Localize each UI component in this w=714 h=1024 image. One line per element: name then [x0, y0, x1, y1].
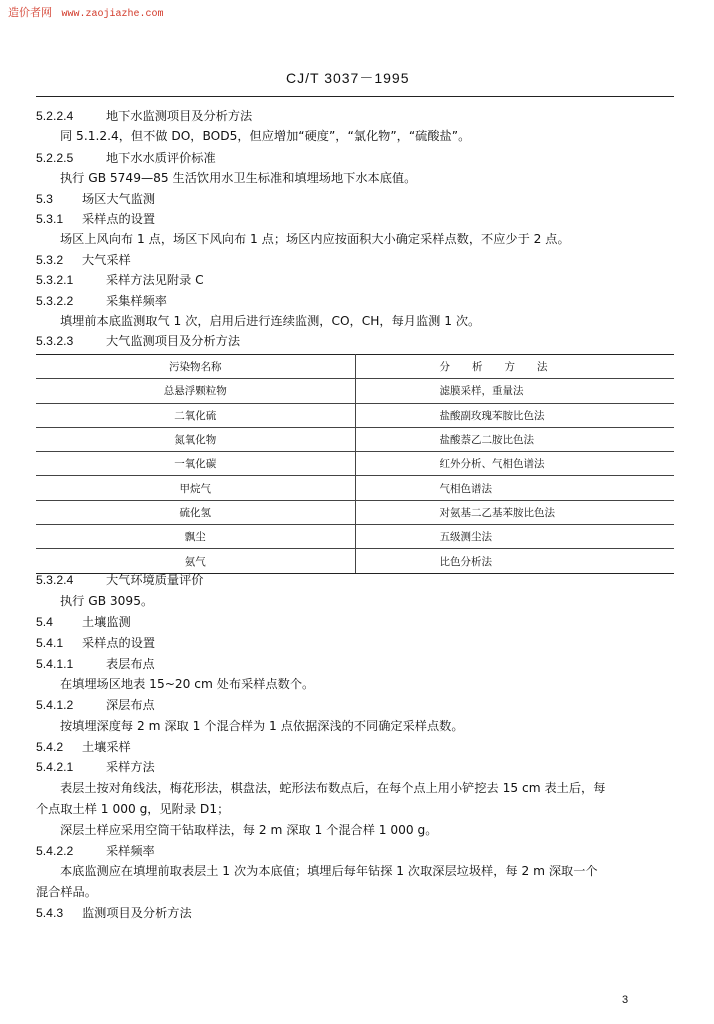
- section-title: 土壤采样: [82, 740, 131, 754]
- section-heading: [36, 759, 155, 775]
- section-title: 大气环境质量评价: [106, 573, 204, 587]
- section-heading: [36, 150, 216, 166]
- method-cell: 比色分析法: [355, 549, 674, 573]
- paragraph: 场区上风向布 1 点，场区下风向布 1 点；场区内应按面积大小确定采样点数，不应少于 2 点。: [60, 232, 570, 246]
- pollutant-cell: 氨气: [36, 549, 355, 573]
- table-row: [36, 452, 674, 476]
- pollutant-cell: 硫化氢: [36, 500, 355, 524]
- section-number: 5.2.2.5: [36, 151, 74, 165]
- paragraph: 表层土按对角线法，梅花形法，棋盘法，蛇形法布数点后，在每个点上用小铲挖去 15 cm 表土后，每: [60, 781, 606, 795]
- section-title: 采样频率: [106, 844, 155, 858]
- watermark: [8, 4, 164, 20]
- section-number: 5.4.3: [36, 906, 64, 920]
- section-number: 5.3.2.4: [36, 573, 74, 587]
- section-title: 表层布点: [106, 657, 155, 671]
- paragraph: 按填埋深度每 2 m 深取 1 个混合样为 1 点依据深浅的不同确定采样点数。: [60, 719, 464, 733]
- table-row: [36, 500, 674, 524]
- paragraph: 本底监测应在填埋前取表层土 1 次为本底值；填埋后每年钻探 1 次取深层垃圾样，每 2 m 深取一个: [60, 864, 598, 878]
- method-cell: 气相色谱法: [355, 476, 674, 500]
- section-title: 深层布点: [106, 698, 155, 712]
- table-row: [36, 525, 674, 549]
- section-heading: [36, 905, 192, 921]
- method-cell: 对氨基二乙基苯胺比色法: [355, 500, 674, 524]
- section-heading: [36, 572, 204, 588]
- header-rule: [36, 96, 674, 97]
- pollutant-cell: 飘尘: [36, 525, 355, 549]
- section-heading: [36, 108, 252, 124]
- watermark-url: www.zaojiazhe.com: [61, 9, 164, 20]
- section-title: 地下水水质评价标准: [106, 151, 216, 165]
- table-row: [36, 379, 674, 403]
- section-number: 5.3.1: [36, 212, 64, 226]
- section-heading: [36, 191, 155, 207]
- section-number: 5.3.2: [36, 253, 64, 267]
- header-method-label: 分析方法: [439, 361, 570, 374]
- section-title: 采样方法: [106, 760, 155, 774]
- section-title: 监测项目及分析方法: [82, 906, 192, 920]
- section-title: 采样点的设置: [82, 212, 156, 226]
- section-heading: [36, 739, 131, 755]
- table-row: [36, 403, 674, 427]
- method-cell: 红外分析、气相色谱法: [355, 452, 674, 476]
- section-number: 5.4.1.2: [36, 698, 74, 712]
- paragraph: 在填埋场区地表 15~20 cm 处布采样点数个。: [60, 677, 315, 691]
- section-title: 大气采样: [82, 253, 131, 267]
- section-heading: [36, 211, 155, 227]
- table-row: [36, 427, 674, 451]
- table-row: [36, 476, 674, 500]
- section-title: 场区大气监测: [82, 192, 156, 206]
- section-title: 土壤监测: [82, 615, 131, 629]
- section-heading: [36, 697, 155, 713]
- section-number: 5.4.1.1: [36, 657, 74, 671]
- section-heading: [36, 635, 155, 651]
- pollutant-cell: 一氧化碳: [36, 452, 355, 476]
- standard-number: CJ/T 3037－1995: [286, 70, 410, 86]
- pollutant-cell: 氮氧化物: [36, 427, 355, 451]
- section-heading: [36, 293, 167, 309]
- section-title: 大气监测项目及分析方法: [106, 334, 241, 348]
- section-number: 5.3.2.2: [36, 294, 74, 308]
- paragraph: 深层土样应采用空筒干钻取样法，每 2 m 深取 1 个混合样 1 000 g。: [60, 823, 438, 837]
- paragraph: 执行 GB 3095。: [60, 594, 154, 608]
- paragraph: 混合样品。: [36, 885, 97, 899]
- section-number: 5.3.2.3: [36, 334, 74, 348]
- method-cell: 盐酸萘乙二胺比色法: [355, 427, 674, 451]
- section-heading: [36, 333, 240, 349]
- section-number: 5.4.1: [36, 636, 64, 650]
- section-title: 采样方法见附录 C: [106, 273, 204, 287]
- pollutant-cell: 二氧化硫: [36, 403, 355, 427]
- method-cell: 滤膜采样，重量法: [355, 379, 674, 403]
- paragraph: 个点取土样 1 000 g，见附录 D1；: [36, 802, 230, 816]
- section-title: 采集样频率: [106, 294, 167, 308]
- watermark-site: 造价者网: [8, 6, 52, 19]
- paragraph: 执行 GB 5749—85 生活饮用水卫生标准和填埋场地下水本底值。: [60, 171, 417, 185]
- section-heading: [36, 843, 155, 859]
- table-header-row: [36, 355, 674, 379]
- header-pollutant: 污染物名称: [36, 355, 355, 379]
- section-heading: [36, 272, 204, 288]
- section-title: 地下水监测项目及分析方法: [106, 109, 253, 123]
- section-number: 5.3: [36, 192, 53, 206]
- section-heading: [36, 252, 131, 268]
- pollutant-cell: 总悬浮颗粒物: [36, 379, 355, 403]
- header-method: [355, 355, 674, 379]
- table-row: [36, 549, 674, 573]
- air-monitoring-table: [36, 354, 674, 574]
- section-number: 5.4.2.1: [36, 760, 74, 774]
- method-cell: 五级测尘法: [355, 525, 674, 549]
- section-heading: [36, 656, 155, 672]
- section-number: 5.4: [36, 615, 53, 629]
- section-number: 5.4.2: [36, 740, 64, 754]
- section-number: 5.4.2.2: [36, 844, 74, 858]
- page-number: 3: [622, 994, 629, 1006]
- section-number: 5.2.2.4: [36, 109, 74, 123]
- section-number: 5.3.2.1: [36, 273, 74, 287]
- pollutant-cell: 甲烷气: [36, 476, 355, 500]
- paragraph: 同 5.1.2.4，但不做 DO，BOD5，但应增加“硬度”，“氯化物”，“硫酸盐”。: [60, 129, 471, 143]
- section-heading: [36, 614, 131, 630]
- section-title: 采样点的设置: [82, 636, 156, 650]
- method-cell: 盐酸副玫瑰苯胺比色法: [355, 403, 674, 427]
- paragraph: 填埋前本底监测取气 1 次，启用后进行连续监测，CO，CH，每月监测 1 次。: [60, 314, 481, 328]
